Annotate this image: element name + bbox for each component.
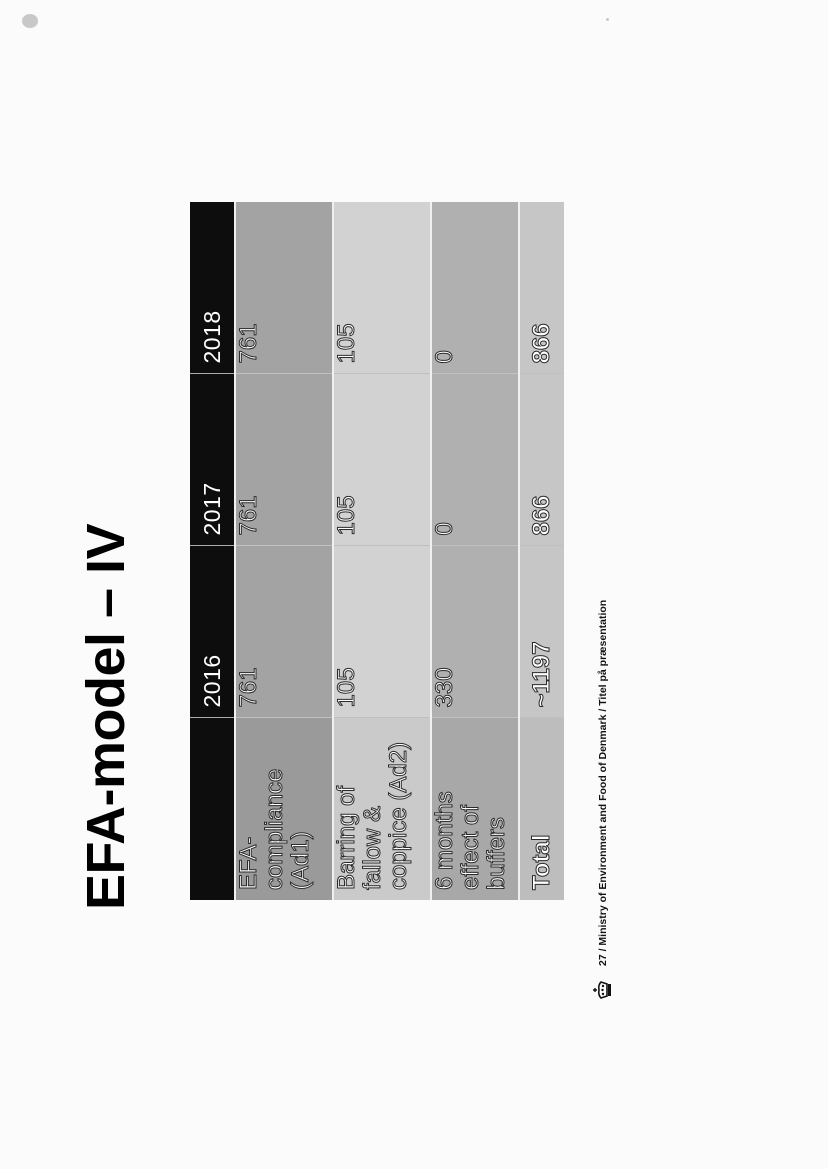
- cell-value: 866: [519, 374, 564, 546]
- cell-value: 761: [235, 374, 333, 546]
- slide-title: EFA-model – IV: [76, 523, 136, 910]
- crown-logo-icon: [592, 980, 614, 1000]
- table-row: [333, 202, 431, 900]
- header-cell-2018: 2018: [190, 202, 235, 374]
- row-label: Total: [519, 718, 564, 900]
- table-row: [431, 202, 519, 900]
- slide-footer: [592, 600, 614, 1000]
- scan-speck: [606, 18, 609, 21]
- cell-value: 330: [431, 546, 519, 718]
- cell-value: 0: [431, 202, 519, 374]
- cell-value: ~1197: [519, 546, 564, 718]
- rotated-slide: [60, 80, 620, 1040]
- cell-value: 761: [235, 202, 333, 374]
- table-row: [235, 202, 333, 900]
- cell-value: 105: [333, 374, 431, 546]
- row-label: Barring of fallow & coppice (Ad2): [333, 718, 431, 900]
- header-cell-2016: 2016: [190, 546, 235, 718]
- efa-table: [190, 202, 564, 900]
- row-label: EFA-compliance (Ad1): [235, 718, 333, 900]
- cell-value: 0: [431, 374, 519, 546]
- cell-value: 105: [333, 202, 431, 374]
- cell-value: 105: [333, 546, 431, 718]
- table-header-row: [190, 202, 235, 900]
- cell-value: 761: [235, 546, 333, 718]
- table-total-row: [519, 202, 564, 900]
- footer-text: 27 / Ministry of Environment and Food of Denmark / Titel på præsentation: [597, 599, 609, 966]
- scan-speck: [22, 14, 38, 28]
- header-cell-2017: 2017: [190, 374, 235, 546]
- header-cell-empty: [190, 718, 235, 900]
- cell-value: 866: [519, 202, 564, 374]
- row-label: 6 months effect of buffers: [431, 718, 519, 900]
